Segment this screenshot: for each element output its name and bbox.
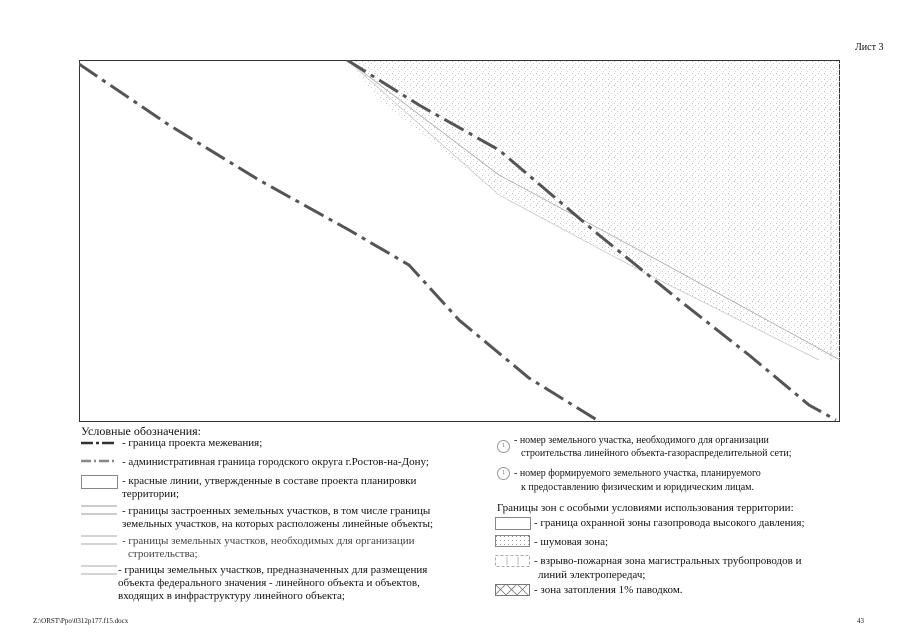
legend-item-red-lines: - красные линии, утвержденные в составе проекта планировки bbox=[122, 475, 417, 487]
symbol-fire-zone bbox=[495, 555, 531, 568]
legend-zone-fire-cont: линий электропередач; bbox=[538, 569, 646, 581]
symbol-gas-protection-zone bbox=[495, 517, 531, 530]
zones-title: Границы зон с особыми условиями использования территории: bbox=[497, 502, 794, 514]
legend-item-federal-plots-cont2: входящих в инфраструктуру линейного объекта; bbox=[118, 590, 345, 602]
footer-file-path: Z:\ORST\Ppo\0312p177.f15.docx bbox=[33, 617, 129, 625]
legend-item-construction-plots: - границы земельных участков, необходимых для организации bbox=[122, 535, 415, 547]
legend-item-plot-number-cont: строительства линейного объекта-газораспределительной сети; bbox=[521, 448, 792, 459]
legend-item-built-plots: - границы застроенных земельных участков, в том числе границы bbox=[122, 505, 431, 517]
legend-item-red-lines-cont: территории; bbox=[122, 488, 180, 500]
footer-page-number: 43 bbox=[857, 617, 864, 625]
symbol-flood-zone bbox=[495, 584, 531, 597]
legend-zone-gas: - граница охранной зоны газопровода высокого давления; bbox=[534, 517, 805, 529]
legend-title: Условные обозначения: bbox=[81, 424, 202, 438]
symbol-construction-plots bbox=[81, 533, 117, 547]
legend-item-plot-number: - номер земельного участка, необходимого для организации bbox=[514, 435, 769, 446]
legend-item-survey-boundary: - граница проекта межевания; bbox=[122, 437, 263, 449]
plot-number-circle-icon: 1 bbox=[497, 440, 510, 453]
legend-item-built-plots-cont: земельных участков, на которых расположены линейные объекты; bbox=[122, 518, 434, 530]
formed-plot-circle-icon: 1 bbox=[497, 467, 510, 480]
symbol-federal-plots bbox=[81, 563, 117, 577]
symbol-admin-boundary bbox=[81, 456, 117, 466]
legend-zone-flood: - зона затопления 1% паводком. bbox=[534, 584, 683, 596]
sheet-label: Лист 3 bbox=[855, 42, 884, 53]
symbol-red-lines bbox=[81, 475, 118, 489]
legend-item-formed-plot: - номер формируемого земельного участка, планируемого bbox=[514, 468, 761, 479]
legend-zone-noise: - шумовая зона; bbox=[534, 536, 609, 548]
symbol-survey-boundary bbox=[81, 438, 117, 448]
legend-item-admin-boundary: - административная граница городского округа г.Ростов-на-Дону; bbox=[122, 456, 429, 468]
symbol-built-plots bbox=[81, 503, 117, 517]
map-frame bbox=[79, 60, 840, 422]
legend-item-federal-plots: - границы земельных участков, предназначенных для размещения bbox=[118, 564, 428, 576]
legend-item-federal-plots-cont: объекта федерального значения - линейного объекта и объектов, bbox=[118, 577, 420, 589]
legend-item-formed-plot-cont: к предоставлению физическим и юридическим лицам. bbox=[521, 482, 755, 493]
symbol-noise-zone bbox=[495, 535, 531, 548]
legend-zone-fire: - взрыво-пожарная зона магистральных трубопроводов и bbox=[534, 555, 802, 567]
legend-item-construction-plots-cont: строительства; bbox=[128, 548, 198, 560]
